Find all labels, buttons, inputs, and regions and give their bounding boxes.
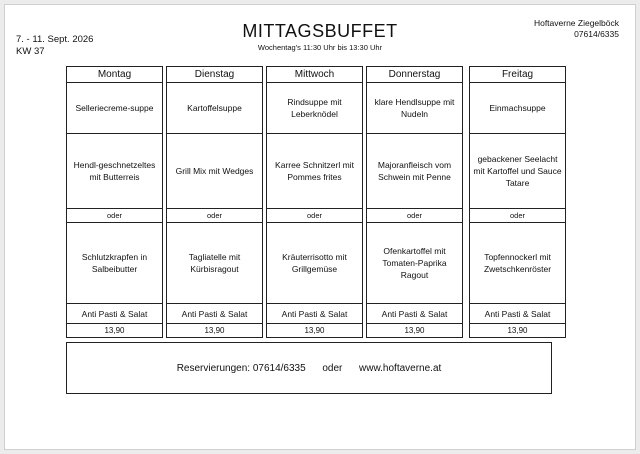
price: 13,90: [204, 325, 225, 335]
day-name: Freitag: [470, 67, 565, 83]
main-dish-1: gebackener Seelacht mit Kartoffel und Sauce Tatare: [470, 134, 565, 209]
or-divider: oder: [470, 209, 565, 223]
main-dish-2: Kräuterrisotto mit Grillgemüse: [267, 223, 362, 304]
day-column-montag: [66, 66, 163, 338]
reservation-box: [66, 342, 552, 394]
restaurant-name: Hoftaverne Ziegelböck: [533, 18, 619, 28]
soup: Kartoffelsuppe: [167, 83, 262, 134]
soup: Einmachsuppe: [470, 83, 565, 134]
day-name: Donnerstag: [367, 67, 462, 83]
soup: Selleriecreme-suppe: [67, 83, 162, 134]
opening-hours: Wochentag's 11:30 Uhr bis 13:30 Uhr: [257, 43, 383, 52]
soup: Rindsuppe mit Leberknödel: [267, 83, 362, 134]
or-text: oder: [322, 362, 343, 374]
or-divider: oder: [67, 209, 162, 223]
side-dish: Anti Pasti & Salat: [167, 304, 262, 324]
day-name: Mittwoch: [267, 67, 362, 83]
main-dish-1: Grill Mix mit Wedges: [167, 134, 262, 209]
main-dish-2: Ofenkartoffel mit Tomaten-Paprika Ragout: [367, 223, 462, 304]
day-column-donnerstag: [366, 66, 463, 338]
side-dish: Anti Pasti & Salat: [267, 304, 362, 324]
price: 13,90: [104, 325, 125, 335]
date-range: 7. - 11. Sept. 2026: [16, 34, 94, 45]
price: 13,90: [404, 325, 425, 335]
main-dish-2: Schlutzkrapfen in Salbeibutter: [67, 223, 162, 304]
day-column-dienstag: [166, 66, 263, 338]
calendar-week: KW 37: [16, 46, 45, 57]
day-name: Dienstag: [167, 67, 262, 83]
or-divider: oder: [367, 209, 462, 223]
main-dish-1: Majoranfleisch vom Schwein mit Penne: [367, 134, 462, 209]
reservation-phone: Reservierungen: 07614/6335: [176, 362, 306, 374]
day-name: Montag: [67, 67, 162, 83]
side-dish: Anti Pasti & Salat: [367, 304, 462, 324]
main-dish-1: Hendl-geschnetzeltes mit Butterreis: [67, 134, 162, 209]
day-column-mittwoch: [266, 66, 363, 338]
day-column-freitag: [469, 66, 566, 338]
main-dish-2: Tagliatelle mit Kürbisragout: [167, 223, 262, 304]
side-dish: Anti Pasti & Salat: [470, 304, 565, 324]
price: 13,90: [304, 325, 325, 335]
website-link[interactable]: www.hoftaverne.at: [359, 362, 442, 374]
restaurant-phone: 07614/6335: [574, 29, 619, 39]
soup: klare Hendlsuppe mit Nudeln: [367, 83, 462, 134]
or-divider: oder: [167, 209, 262, 223]
main-dish-2: Topfennockerl mit Zwetschkenröster: [470, 223, 565, 304]
or-divider: oder: [267, 209, 362, 223]
side-dish: Anti Pasti & Salat: [67, 304, 162, 324]
main-dish-1: Karree Schnitzerl mit Pommes frites: [267, 134, 362, 209]
page-title: MITTAGSBUFFET: [242, 21, 398, 41]
price: 13,90: [507, 325, 528, 335]
